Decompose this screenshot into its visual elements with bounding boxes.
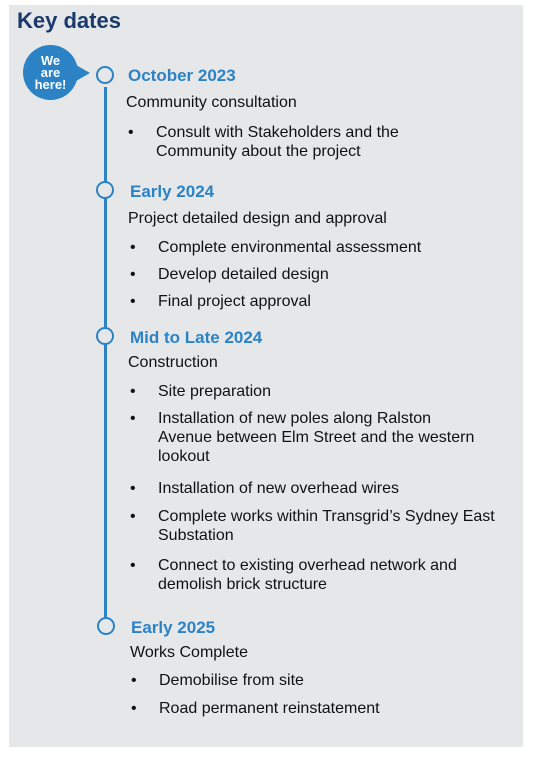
bullet-icon: •	[130, 557, 136, 574]
stage-date: Early 2025	[131, 618, 216, 637]
bullet-icon: •	[131, 700, 137, 717]
timeline-node-icon	[96, 66, 114, 84]
stage-item-text: Final project approval	[158, 293, 311, 310]
timeline-node-icon	[96, 327, 114, 345]
timeline-line	[104, 87, 107, 617]
bullet-icon: •	[130, 480, 136, 497]
bullet-icon: •	[131, 672, 137, 689]
bullet-icon: •	[130, 239, 136, 256]
stage-item-text: Develop detailed design	[158, 266, 329, 283]
stage-item-text: Connect to existing overhead network and demolish brick structure	[158, 557, 457, 593]
stage-item-text: Road permanent reinstatement	[159, 700, 380, 717]
bullet-icon: •	[130, 410, 136, 427]
stage-date: October 2023	[128, 66, 236, 85]
bullet-icon: •	[130, 508, 136, 525]
timeline-node-icon	[97, 617, 115, 635]
bullet-icon: •	[128, 124, 134, 141]
key-dates-panel	[9, 5, 523, 747]
we-are-here-text: We are here!	[34, 52, 67, 92]
stage-item-text: Complete works within Transgrid’s Sydney East Substation	[158, 508, 495, 544]
we-are-here-badge	[23, 45, 78, 100]
bullet-icon: •	[130, 293, 136, 310]
stage-item-text: Consult with Stakeholders and the Community about the project	[156, 124, 399, 160]
stage-item-text: Complete environmental assessment	[158, 239, 422, 256]
stage-date: Mid to Late 2024	[130, 328, 263, 347]
stage-name: Works Complete	[130, 644, 248, 661]
timeline-node-icon	[96, 181, 114, 199]
stage-date: Early 2024	[130, 182, 215, 201]
page-title: Key dates	[17, 8, 121, 33]
bullet-icon: •	[130, 383, 136, 400]
stage-item-text: Installation of new overhead wires	[158, 480, 400, 497]
bullet-icon: •	[130, 266, 136, 283]
stage-item-text: Demobilise from site	[159, 672, 304, 689]
stage-name: Community consultation	[126, 94, 297, 111]
stage-item-text: Site preparation	[158, 383, 271, 400]
stage-name: Construction	[128, 354, 218, 371]
stage-item-text: Installation of new poles along Ralston Avenue between Elm Street and the western lookout	[158, 410, 475, 465]
stage-name: Project detailed design and approval	[128, 210, 387, 227]
